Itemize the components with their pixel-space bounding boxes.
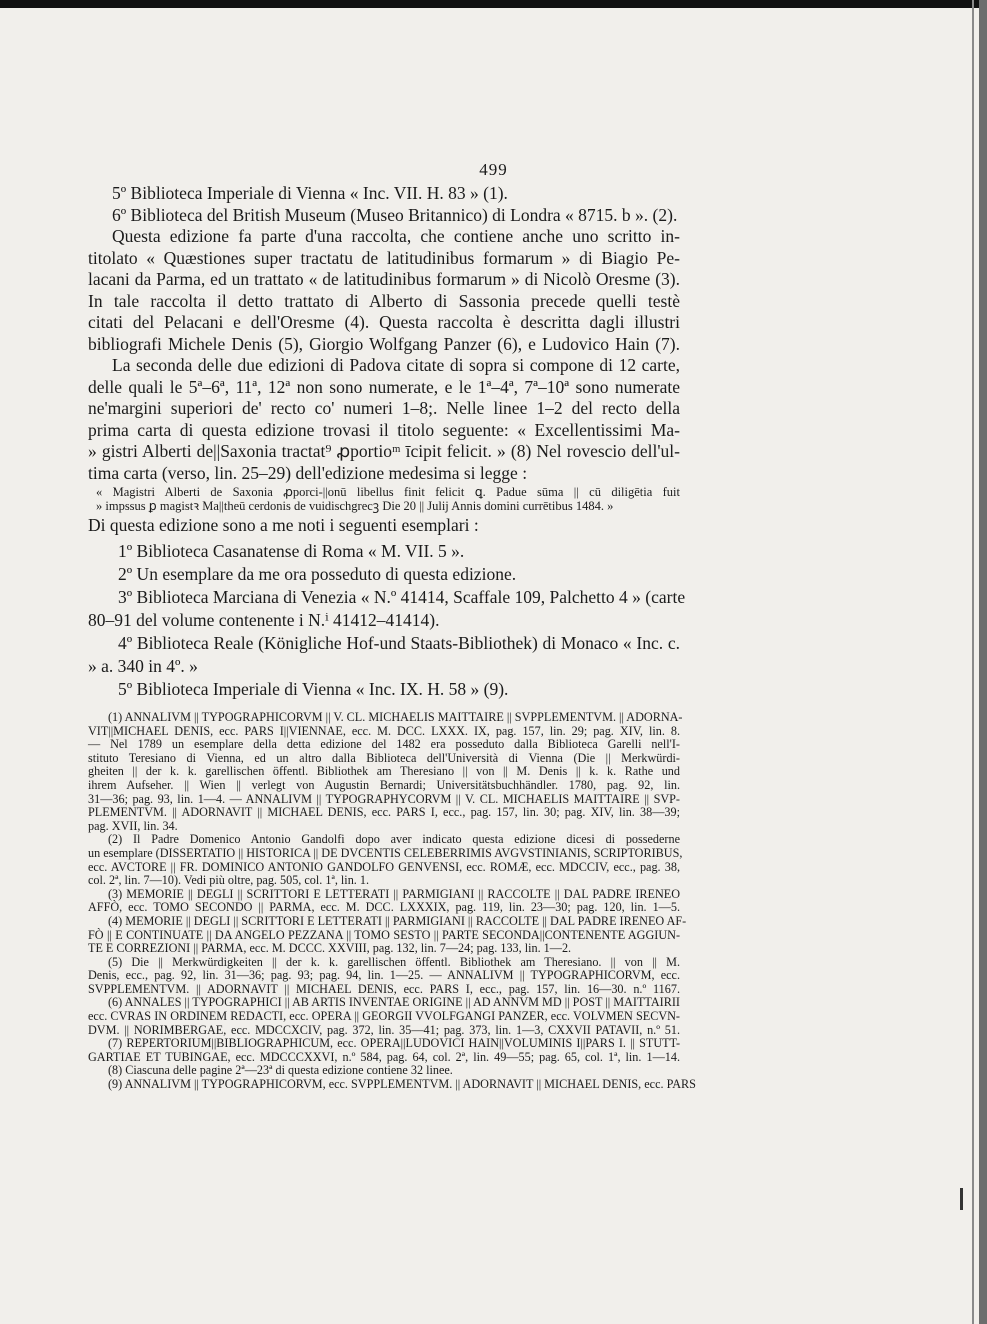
footnote-line: (9) ANNALIVM || TYPOGRAPHICORVM, ecc. SVPPLEMENTVM. || ADORNAVIT || MICHAEL DENIS, ecc. PARS — [108, 1077, 696, 1092]
footnote-line: TE E CORREZIONI || PARMA, ecc. M. DCCC. XXVIII, pag. 132, lin. 7—24; pag. 133, lin. 1—2. — [88, 941, 572, 956]
text-line: Di questa edizione sono a me noti i seguenti esemplari : — [88, 515, 479, 535]
quote-line: « Magistri Alberti de Saxonia ꝓporci-||onū libellus finit felicit ꝗ. Padue sūma || cū diligētia fuit — [96, 485, 680, 499]
text-line: » gistri Alberti de||Saxonia tractat⁹ ꝓportioᵐ īcipit felicit. » (8) Nel rovescio dell'ul- — [88, 441, 680, 461]
footnote-line: (4) MEMORIE || DEGLI || SCRITTORI E LETTERATI || PARMIGIANI || RACCOLTE || DAL PADRE IRENEO AF- — [108, 913, 687, 928]
footnote-line: 31—36; pag. 93, lin. 1—4. — ANNALIVM || TYPOGRAPHYCORVM || V. CL. MICHAELIS MAITTAIRE || SVP- — [88, 791, 680, 806]
page-edge-shadow — [972, 0, 974, 1324]
list-item: 80–91 del volume contenente i N.ⁱ 41412–41414). — [88, 609, 440, 630]
footnote-line: — Nel 1789 un esemplare della detta edizione del 1482 era posseduto dalla Biblioteca Garelli nell'I- — [88, 737, 680, 752]
footnote-line: (5) Die || Merkwürdigkeiten || der k. k. garellischen öffentl. Bibliothek am Theresiano. || von || M. — [108, 954, 680, 969]
text-line: bibliografi Michele Denis (5), Giorgio Wolfgang Panzer (6), e Ludovico Hain (7). — [88, 333, 680, 354]
text-line: titolato « Quæstiones super tractatu de latitudinibus formarum » di Biagio Pe- — [88, 247, 680, 268]
footnote-line: (2) Il Padre Domenico Antonio Gandolfi dopo aver indicato questa edizione dicesi di possederne — [108, 832, 680, 847]
list-item: 1º Biblioteca Casanatense di Roma « M. VII. 5 ». — [118, 540, 465, 561]
footnote-line: un esemplare (DISSERTATIO || HISTORICA || DE DVCENTIS CELEBERRIMIS AVGVSTINIANIS, SCRIPTORIBUS, — [88, 845, 683, 860]
colophon-quote — [88, 486, 680, 513]
footnote-line: (8) Ciascuna delle pagine 2ª—23ª di questa edizione contiene 32 linee. — [108, 1063, 453, 1078]
top-edge-rule — [0, 0, 987, 8]
text-line: In tale raccolta il detto trattato di Alberto di Sassonia precede quelli testè — [88, 290, 680, 311]
text-line: 5º Biblioteca Imperiale di Vienna « Inc. VII. H. 83 » (1). — [112, 183, 508, 203]
text-line: prima carta di questa edizione trovasi il titolo seguente: « Excellentissimi Ma- — [88, 419, 680, 440]
footnote-line: gheiten || der k. k. garellischen öffentl. Bibliothek am Theresiano || von || M. Denis || k. k. Rathe und — [88, 764, 680, 779]
page-edge-band — [979, 0, 987, 1324]
quote-line: » impssus ꝑ magistꝛ Ma||theū cerdonis de vuidischgrecꝫ Die 20 || Julij Annis domini currētibus 1484. » — [96, 498, 614, 513]
text-line: lacani da Parma, ed un trattato « de latitudinibus formarum » di Nicolò Oresme (3). — [88, 269, 680, 289]
footnote-line: DVM. || NORIMBERGAE, ecc. MDCCXCIV, pag. 372, lin. 35—41; pag. 373, lin. 1—3, CXXVII PATAVII, n.º 51. — [88, 1022, 680, 1037]
list-item: 5º Biblioteca Imperiale di Vienna « Inc. IX. H. 58 » (9). — [118, 678, 509, 699]
footnote-line: PLEMENTVM. || ADORNAVIT || MICHAEL DENIS, ecc. PARS I, ecc., pag. 157, lin. 30; pag. XIV, lin. 38—39; — [88, 805, 680, 820]
footnote-line: VIT||MICHAEL DENIS, ecc. PARS I||VIENNAE, ecc. M. DCC. LXXX. IX, pag. 157, lin. 29; pag. XIV, lin. 8. — [88, 723, 680, 738]
footnote-line: AFFÒ, ecc. TOMO SECONDO || PARMA, ecc. M. DCC. LXXXIX, pag. 119, lin. 23—30; pag. 120, lin. 1—5. — [88, 900, 680, 915]
footnote-line: col. 2ª, lin. 7—10). Vedi più oltre, pag. 505, col. 1ª, lin. 1. — [88, 873, 370, 888]
main-text — [88, 183, 686, 701]
footnote-line: ecc. CVRAS IN ORDINEM REDACTI, ecc. OPERA || GEORGII VVOLFGANGI PANZER, ecc. VOLVMEN SECVN- — [88, 1009, 680, 1024]
text-line: 6º Biblioteca del British Museum (Museo Britannico) di Londra « 8715. b ». (2). — [112, 204, 678, 225]
footnotes — [88, 710, 696, 1092]
footnote-line: GARTIAE ET TUBINGAE, ecc. MDCCCXXVI, n.º 584, pag. 64, col. 2ª, lin. 49—55; pag. 65, col. 1ª, lin. 1—14. — [88, 1049, 680, 1064]
footnote-line: (6) ANNALES || TYPOGRAPHICI || AB ARTIS INVENTAE ORIGINE || AD ANNVM MD || POST || MAITTAIRII — [108, 995, 680, 1010]
footnote-line: ecc. AVCTORE || FR. DOMINICO ANTONIO GANDOLFO GENVENSI, ecc. ROMÆ, ecc. MDCCIV, ecc., pag. 38, — [88, 859, 680, 874]
list-item: 4º Biblioteca Reale (Königliche Hof-und Staats-Bibliothek) di Monaco « Inc. c. — [118, 632, 680, 653]
footnote-line: (7) REPERTORIUM||BIBLIOGRAPHICUM, ecc. OPERA||LUDOVICI HAIN||VOLUMINIS I||PARS I. || STUTT- — [108, 1036, 680, 1051]
footnote-line: ihrem Aufseher. || Wien || verlegt von Augustin Bernardi; Universitätsbuchhändler. 1780, pag. 92, lin. — [88, 777, 680, 792]
text-line: Questa edizione fa parte d'una raccolta, che contiene anche uno scritto in- — [112, 226, 680, 246]
text-line: La seconda delle due edizioni di Padova citate di sopra si compone di 12 carte, — [112, 355, 680, 375]
footnote-line: FÒ || E CONTINUATE || DA ANGELO PEZZANA || TOMO SESTO || PARTE SECONDA||CONTENENTE AGGIUN- — [88, 927, 680, 942]
margin-mark — [960, 1188, 963, 1210]
list-item: 3º Biblioteca Marciana di Venezia « N.º 41414, Scaffale 109, Palchetto 4 » (carte — [118, 586, 686, 607]
text-line: delle quali le 5ª–6ª, 11ª, 12ª non sono numerate, e le 1ª–4ª, 7ª–10ª sono numerate — [88, 376, 680, 397]
footnote-line: SVPPLEMENTVM. || ADORNAVIT || MICHAEL DENIS, ecc. PARS I, ecc., pag. 157, lin. 16—30. n.º 1167. — [88, 981, 680, 996]
footnote-line: (1) ANNALIVM || TYPOGRAPHICORVM || V. CL. MICHAELIS MAITTAIRE || SVPPLEMENTVM. || ADORNA- — [108, 710, 683, 724]
text-line: ne'margini superiori de' recto co' numeri 1–8;. Nelle linee 1–2 del recto della — [88, 398, 680, 418]
footnote-line: stituto Teresiano di Vienna, ed un altro dalla Biblioteca dell'Università di Vienna (Die || Merkwürdi- — [88, 750, 680, 765]
text-line: citati del Pelacani e dell'Oresme (4). Questa raccolta è descritta dagli illustri — [88, 312, 680, 332]
footnote-line: Denis, ecc., pag. 92, lin. 31—36; pag. 93; pag. 94, lin. 1—25. — ANNALIVM || TYPOGRAPHICORVM, ecc. — [88, 968, 680, 983]
footnote-line: pag. XVII, lin. 34. — [88, 818, 178, 833]
copies-list — [88, 540, 686, 701]
footnote-line: (3) MEMORIE || DEGLI || SCRITTORI E LETTERATI || PARMIGIANI || RACCOLTE || DAL PADRE IRENEO — [108, 886, 680, 901]
list-item: » a. 340 in 4º. » — [88, 655, 198, 676]
list-item: 2º Un esemplare da me ora posseduto di questa edizione. — [118, 563, 517, 584]
page-number: 499 — [479, 160, 508, 179]
text-line: tima carta (verso, lin. 25–29) dell'edizione medesima si legge : — [88, 462, 528, 483]
